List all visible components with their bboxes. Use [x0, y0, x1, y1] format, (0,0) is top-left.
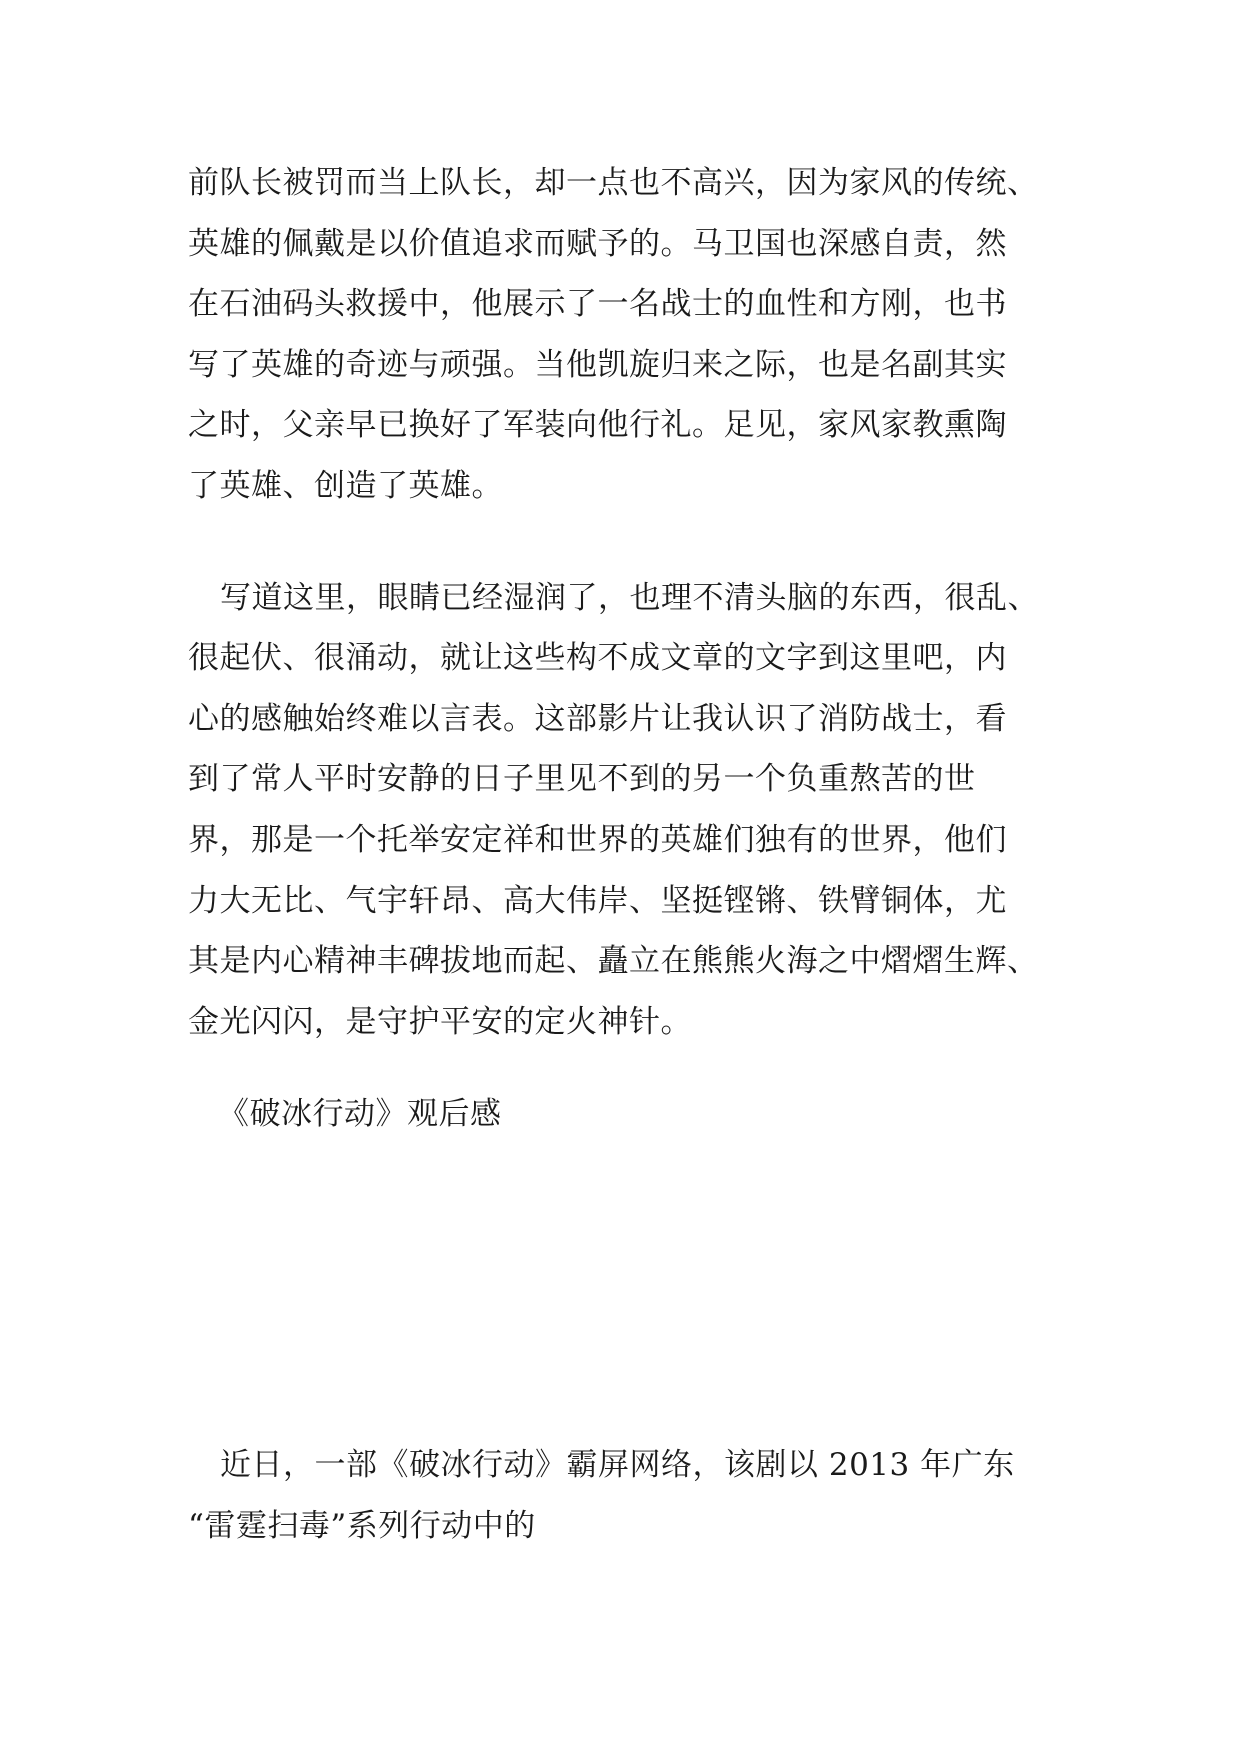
- paragraph-1-line-2: 英雄的佩戴是以价值追求而赋予的。马卫国也深感自责，然: [188, 226, 1007, 262]
- paragraph-2-line-6: 力大无比、气宇轩昂、高大伟岸、坚挺铿锵、铁臂铜体，尤: [188, 883, 1007, 919]
- paragraph-1-line-3: 在石油码头救援中，他展示了一名战士的血性和方刚，也书: [188, 286, 1007, 322]
- paragraph-1-line-5: 之时，父亲早已换好了军装向他行礼。足见，家风家教熏陶: [188, 407, 1007, 443]
- paragraph-2-line-4: 到了常人平时安静的日子里见不到的另一个负重熬苦的世: [188, 761, 976, 797]
- paragraph-1-line-1: 前队长被罚而当上队长，却一点也不高兴，因为家风的传统、: [188, 165, 1039, 201]
- paragraph-2-line-7: 其是内心精神丰碑拔地而起、矗立在熊熊火海之中熠熠生辉、: [188, 943, 1039, 979]
- paragraph-3-line-1: 近日，一部《破冰行动》霸屏网络，该剧以 2013 年广东: [220, 1447, 1015, 1483]
- paragraph-3-line-2: “雷霆扫毒”系列行动中的: [188, 1508, 536, 1544]
- paragraph-2-line-2: 很起伏、很涌动，就让这些构不成文章的文字到这里吧，内: [188, 640, 1007, 676]
- paragraph-2-line-8: 金光闪闪，是守护平安的定火神针。: [188, 1004, 692, 1040]
- paragraph-2-line-5: 界，那是一个托举安定祥和世界的英雄们独有的世界，他们: [188, 822, 1007, 858]
- paragraph-2-line-3: 心的感触始终难以言表。这部影片让我认识了消防战士，看: [188, 701, 1007, 737]
- paragraph-1-line-6: 了英雄、创造了英雄。: [188, 468, 503, 504]
- paragraph-2-line-1: 写道这里，眼睛已经湿润了，也理不清头脑的东西，很乱、: [220, 580, 1039, 616]
- paragraph-1-line-4: 写了英雄的奇迹与顽强。当他凯旋归来之际，也是名副其实: [188, 347, 1007, 383]
- essay-title: 《破冰行动》观后感: [218, 1096, 502, 1132]
